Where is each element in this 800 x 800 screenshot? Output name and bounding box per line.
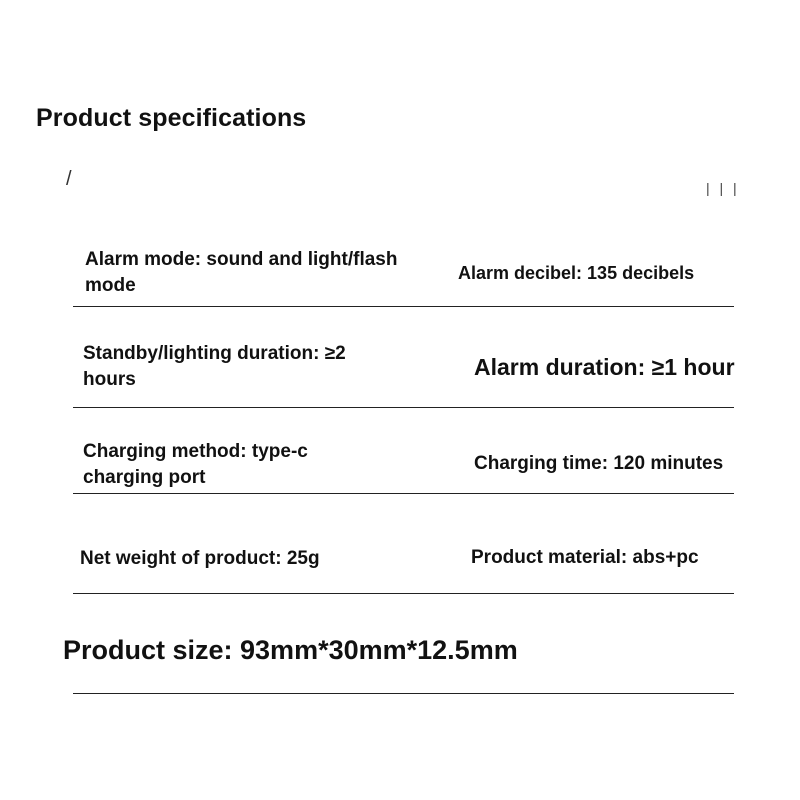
spec-alarm-mode: Alarm mode: sound and light/flash mode xyxy=(85,249,398,296)
divider xyxy=(73,493,734,494)
divider xyxy=(73,407,734,408)
spec-charging-time: Charging time: 120 minutes xyxy=(474,453,724,474)
spec-charging-method: Charging method: type-c charging port xyxy=(83,441,308,488)
spec-net-weight: Net weight of product: 25g xyxy=(80,548,320,569)
spec-standby-duration: Standby/lighting duration: ≥2 hours xyxy=(83,343,346,390)
spec-alarm-duration: Alarm duration: ≥1 hour xyxy=(474,354,735,380)
spec-alarm-decibel: Alarm decibel: 135 decibels xyxy=(458,263,695,283)
tick-marks: | | | xyxy=(706,180,740,196)
slash-mark: / xyxy=(66,168,72,190)
divider xyxy=(73,693,734,694)
spec-material: Product material: abs+pc xyxy=(471,547,699,568)
spec-size: Product size: 93mm*30mm*12.5mm xyxy=(63,635,518,665)
divider xyxy=(73,593,734,594)
divider xyxy=(73,306,734,307)
page-title: Product specifications xyxy=(36,104,307,132)
